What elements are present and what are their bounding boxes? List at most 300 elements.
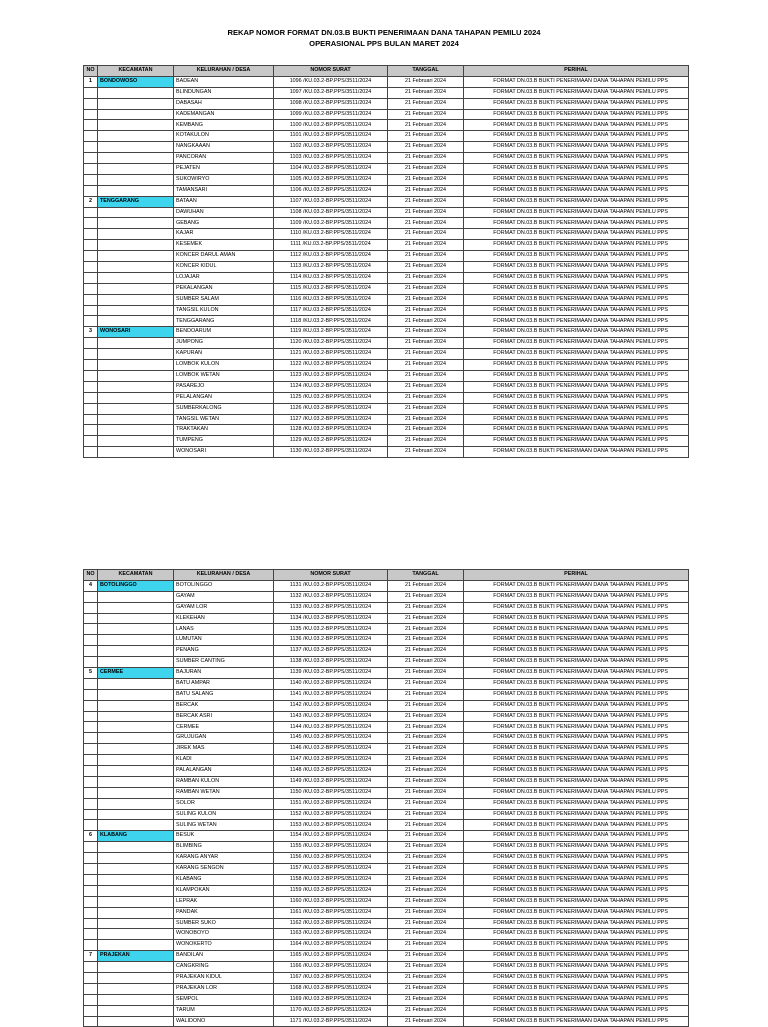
cell-no <box>84 591 98 602</box>
table-row <box>84 294 689 305</box>
cell-tanggal: 21 Februari 2024 <box>388 907 464 918</box>
cell-kel: DAWUHAN <box>174 207 274 218</box>
table-row <box>84 842 689 853</box>
cell-kec <box>98 207 174 218</box>
table-row <box>84 349 689 360</box>
cell-kec <box>98 262 174 273</box>
cell-tanggal: 21 Februari 2024 <box>388 109 464 120</box>
cell-tanggal: 21 Februari 2024 <box>388 403 464 414</box>
cell-nomor: 1098 /KU.03.2-BP.PPS/3511/2024 <box>274 98 388 109</box>
cell-perihal: FORMAT DN.03.B BUKTI PENERIMAAN DANA TAHAPAN PEMILU PPS <box>464 153 689 164</box>
cell-nomor: 1171 /KU.03.2-BP.PPS/3511/2024 <box>274 1016 388 1027</box>
cell-no <box>84 874 98 885</box>
cell-nomor: 1103 /KU.03.2-BP.PPS/3511/2024 <box>274 153 388 164</box>
table-row <box>84 1016 689 1027</box>
cell-nomor: 1134 /KU.03.2-BP.PPS/3511/2024 <box>274 613 388 624</box>
cell-perihal: FORMAT DN.03.B BUKTI PENERIMAAN DANA TAHAPAN PEMILU PPS <box>464 164 689 175</box>
cell-kel: KLAMPOKAN <box>174 885 274 896</box>
cell-kel: BENDOARUM <box>174 327 274 338</box>
cell-nomor: 1152 /KU.03.2-BP.PPS/3511/2024 <box>274 809 388 820</box>
cell-tanggal: 21 Februari 2024 <box>388 972 464 983</box>
cell-kel: BAJURAN <box>174 668 274 679</box>
cell-kec <box>98 962 174 973</box>
table-row <box>84 831 689 842</box>
cell-tanggal: 21 Februari 2024 <box>388 436 464 447</box>
table-row <box>84 262 689 273</box>
cell-perihal: FORMAT DN.03.B BUKTI PENERIMAAN DANA TAHAPAN PEMILU PPS <box>464 381 689 392</box>
cell-kec <box>98 338 174 349</box>
cell-kec <box>98 635 174 646</box>
cell-kel: KADEMANGAN <box>174 109 274 120</box>
cell-tanggal: 21 Februari 2024 <box>388 142 464 153</box>
table-row <box>84 885 689 896</box>
cell-perihal: FORMAT DN.03.B BUKTI PENERIMAAN DANA TAHAPAN PEMILU PPS <box>464 305 689 316</box>
cell-perihal: FORMAT DN.03.B BUKTI PENERIMAAN DANA TAHAPAN PEMILU PPS <box>464 744 689 755</box>
cell-no <box>84 733 98 744</box>
cell-kel: LUMUTAN <box>174 635 274 646</box>
table-row <box>84 305 689 316</box>
cell-no <box>84 142 98 153</box>
table-row <box>84 381 689 392</box>
cell-tanggal: 21 Februari 2024 <box>388 1016 464 1027</box>
cell-no: 7 <box>84 951 98 962</box>
cell-no <box>84 853 98 864</box>
cell-kec <box>98 940 174 951</box>
cell-nomor: 1136 /KU.03.2-BP.PPS/3511/2024 <box>274 635 388 646</box>
cell-kec <box>98 657 174 668</box>
cell-kel: CERMEE <box>174 722 274 733</box>
table-row <box>84 689 689 700</box>
cell-perihal: FORMAT DN.03.B BUKTI PENERIMAAN DANA TAHAPAN PEMILU PPS <box>464 240 689 251</box>
cell-no: 6 <box>84 831 98 842</box>
cell-perihal: FORMAT DN.03.B BUKTI PENERIMAAN DANA TAHAPAN PEMILU PPS <box>464 229 689 240</box>
cell-nomor: 1133 /KU.03.2-BP.PPS/3511/2024 <box>274 602 388 613</box>
cell-tanggal: 21 Februari 2024 <box>388 87 464 98</box>
cell-kel: BANDILAN <box>174 951 274 962</box>
cell-kec <box>98 853 174 864</box>
cell-nomor: 1105 /KU.03.2-BP.PPS/3511/2024 <box>274 174 388 185</box>
cell-kel: SUMBERKALONG <box>174 403 274 414</box>
cell-no <box>84 283 98 294</box>
cell-no <box>84 131 98 142</box>
cell-kel: LEPRAK <box>174 896 274 907</box>
cell-kec: PRAJEKAN <box>98 951 174 962</box>
cell-no <box>84 120 98 131</box>
cell-no <box>84 381 98 392</box>
cell-kec <box>98 907 174 918</box>
cell-no <box>84 962 98 973</box>
cell-perihal: FORMAT DN.03.B BUKTI PENERIMAAN DANA TAHAPAN PEMILU PPS <box>464 98 689 109</box>
cell-nomor: 1144 /KU.03.2-BP.PPS/3511/2024 <box>274 722 388 733</box>
cell-kel: SULING KULON <box>174 809 274 820</box>
table-row <box>84 766 689 777</box>
cell-no <box>84 809 98 820</box>
cell-kec <box>98 370 174 381</box>
cell-tanggal: 21 Februari 2024 <box>388 120 464 131</box>
column-header-tanggal: TANGGAL <box>388 570 464 581</box>
cell-tanggal: 21 Februari 2024 <box>388 338 464 349</box>
rekap-table-1 <box>83 65 689 458</box>
cell-kec <box>98 283 174 294</box>
cell-perihal: FORMAT DN.03.B BUKTI PENERIMAAN DANA TAHAPAN PEMILU PPS <box>464 646 689 657</box>
table-row <box>84 338 689 349</box>
cell-perihal: FORMAT DN.03.B BUKTI PENERIMAAN DANA TAHAPAN PEMILU PPS <box>464 414 689 425</box>
cell-nomor: 1128 /KU.03.2-BP.PPS/3511/2024 <box>274 425 388 436</box>
cell-tanggal: 21 Februari 2024 <box>388 842 464 853</box>
cell-kec <box>98 798 174 809</box>
cell-perihal: FORMAT DN.03.B BUKTI PENERIMAAN DANA TAHAPAN PEMILU PPS <box>464 447 689 458</box>
cell-tanggal: 21 Februari 2024 <box>388 425 464 436</box>
cell-kel: LANAS <box>174 624 274 635</box>
cell-kec <box>98 602 174 613</box>
cell-no <box>84 349 98 360</box>
cell-kel: KAJAR <box>174 229 274 240</box>
cell-nomor: 1131 /KU.03.2-BP.PPS/3511/2024 <box>274 580 388 591</box>
cell-perihal: FORMAT DN.03.B BUKTI PENERIMAAN DANA TAHAPAN PEMILU PPS <box>464 972 689 983</box>
cell-perihal: FORMAT DN.03.B BUKTI PENERIMAAN DANA TAHAPAN PEMILU PPS <box>464 678 689 689</box>
cell-kec <box>98 874 174 885</box>
cell-no <box>84 185 98 196</box>
cell-no <box>84 776 98 787</box>
cell-perihal: FORMAT DN.03.B BUKTI PENERIMAAN DANA TAHAPAN PEMILU PPS <box>464 174 689 185</box>
cell-nomor: 1140 /KU.03.2-BP.PPS/3511/2024 <box>274 678 388 689</box>
cell-tanggal: 21 Februari 2024 <box>388 776 464 787</box>
cell-kec <box>98 436 174 447</box>
cell-nomor: 1157 /KU.03.2-BP.PPS/3511/2024 <box>274 864 388 875</box>
cell-tanggal: 21 Februari 2024 <box>388 766 464 777</box>
table-row <box>84 929 689 940</box>
cell-perihal: FORMAT DN.03.B BUKTI PENERIMAAN DANA TAHAPAN PEMILU PPS <box>464 316 689 327</box>
cell-tanggal: 21 Februari 2024 <box>388 744 464 755</box>
table-row <box>84 755 689 766</box>
table-row <box>84 613 689 624</box>
cell-kec <box>98 447 174 458</box>
cell-kel: TRAKTAKAN <box>174 425 274 436</box>
cell-kec <box>98 87 174 98</box>
table-row <box>84 972 689 983</box>
cell-kec <box>98 229 174 240</box>
cell-nomor: 1122 /KU.03.2-BP.PPS/3511/2024 <box>274 360 388 371</box>
cell-kec: KLABANG <box>98 831 174 842</box>
cell-perihal: FORMAT DN.03.B BUKTI PENERIMAAN DANA TAHAPAN PEMILU PPS <box>464 864 689 875</box>
cell-kec <box>98 809 174 820</box>
cell-no <box>84 305 98 316</box>
cell-nomor: 1151 /KU.03.2-BP.PPS/3511/2024 <box>274 798 388 809</box>
cell-nomor: 1155 /KU.03.2-BP.PPS/3511/2024 <box>274 842 388 853</box>
column-header-kel: KELURAHAN / DESA <box>174 66 274 77</box>
cell-kel: LOMBOK WETAN <box>174 370 274 381</box>
cell-no <box>84 360 98 371</box>
column-header-no: NO <box>84 570 98 581</box>
cell-perihal: FORMAT DN.03.B BUKTI PENERIMAAN DANA TAHAPAN PEMILU PPS <box>464 87 689 98</box>
cell-kec <box>98 153 174 164</box>
table-row <box>84 657 689 668</box>
table-row <box>84 668 689 679</box>
cell-nomor: 1132 /KU.03.2-BP.PPS/3511/2024 <box>274 591 388 602</box>
column-header-nomor: NOMOR SURAT <box>274 66 388 77</box>
cell-kel: PALALANGAN <box>174 766 274 777</box>
cell-kel: GRUJUGAN <box>174 733 274 744</box>
cell-perihal: FORMAT DN.03.B BUKTI PENERIMAAN DANA TAHAPAN PEMILU PPS <box>464 700 689 711</box>
cell-kec: BONDOWOSO <box>98 76 174 87</box>
cell-no <box>84 602 98 613</box>
cell-no <box>84 240 98 251</box>
cell-tanggal: 21 Februari 2024 <box>388 414 464 425</box>
cell-nomor: 1167 /KU.03.2-BP.PPS/3511/2024 <box>274 972 388 983</box>
column-header-kec: KECAMATAN <box>98 66 174 77</box>
cell-no <box>84 1005 98 1016</box>
table-row <box>84 983 689 994</box>
cell-tanggal: 21 Februari 2024 <box>388 76 464 87</box>
cell-kel: BLIMBING <box>174 842 274 853</box>
cell-tanggal: 21 Februari 2024 <box>388 624 464 635</box>
cell-perihal: FORMAT DN.03.B BUKTI PENERIMAAN DANA TAHAPAN PEMILU PPS <box>464 635 689 646</box>
cell-no <box>84 251 98 262</box>
cell-nomor: 1118 /KU.03.2-BP.PPS/3511/2024 <box>274 316 388 327</box>
cell-kel: RAMBAN KULON <box>174 776 274 787</box>
cell-nomor: 1147 /KU.03.2-BP.PPS/3511/2024 <box>274 755 388 766</box>
cell-nomor: 1163 /KU.03.2-BP.PPS/3511/2024 <box>274 929 388 940</box>
cell-nomor: 1156 /KU.03.2-BP.PPS/3511/2024 <box>274 853 388 864</box>
cell-nomor: 1150 /KU.03.2-BP.PPS/3511/2024 <box>274 787 388 798</box>
table-row <box>84 272 689 283</box>
cell-kel: SULING WETAN <box>174 820 274 831</box>
column-header-perihal: PERIHAL <box>464 570 689 581</box>
table-row <box>84 809 689 820</box>
table-row <box>84 196 689 207</box>
cell-nomor: 1114 /KU.03.2-BP.PPS/3511/2024 <box>274 272 388 283</box>
cell-kec: CERMEE <box>98 668 174 679</box>
column-header-no: NO <box>84 66 98 77</box>
table-row <box>84 907 689 918</box>
cell-no <box>84 896 98 907</box>
cell-kec <box>98 929 174 940</box>
table-row <box>84 776 689 787</box>
cell-nomor: 1165 /KU.03.2-BP.PPS/3511/2024 <box>274 951 388 962</box>
cell-no <box>84 907 98 918</box>
cell-kel: GAYAM <box>174 591 274 602</box>
cell-perihal: FORMAT DN.03.B BUKTI PENERIMAAN DANA TAHAPAN PEMILU PPS <box>464 392 689 403</box>
cell-perihal: FORMAT DN.03.B BUKTI PENERIMAAN DANA TAHAPAN PEMILU PPS <box>464 613 689 624</box>
cell-perihal: FORMAT DN.03.B BUKTI PENERIMAAN DANA TAHAPAN PEMILU PPS <box>464 809 689 820</box>
cell-nomor: 1138 /KU.03.2-BP.PPS/3511/2024 <box>274 657 388 668</box>
cell-kel: PRAJEKAN LOR <box>174 983 274 994</box>
cell-tanggal: 21 Februari 2024 <box>388 787 464 798</box>
cell-nomor: 1161 /KU.03.2-BP.PPS/3511/2024 <box>274 907 388 918</box>
cell-kec <box>98 678 174 689</box>
cell-nomor: 1111 /KU.03.2-BP.PPS/3511/2024 <box>274 240 388 251</box>
table-row <box>84 853 689 864</box>
cell-kel: KOTAKULON <box>174 131 274 142</box>
cell-nomor: 1123 /KU.03.2-BP.PPS/3511/2024 <box>274 370 388 381</box>
cell-nomor: 1170 /KU.03.2-BP.PPS/3511/2024 <box>274 1005 388 1016</box>
cell-tanggal: 21 Februari 2024 <box>388 678 464 689</box>
cell-nomor: 1137 /KU.03.2-BP.PPS/3511/2024 <box>274 646 388 657</box>
cell-perihal: FORMAT DN.03.B BUKTI PENERIMAAN DANA TAHAPAN PEMILU PPS <box>464 591 689 602</box>
cell-kel: LOMBOK KULON <box>174 360 274 371</box>
cell-kec <box>98 1016 174 1027</box>
cell-tanggal: 21 Februari 2024 <box>388 580 464 591</box>
cell-nomor: 1130 /KU.03.2-BP.PPS/3511/2024 <box>274 447 388 458</box>
table-row <box>84 591 689 602</box>
cell-kec <box>98 918 174 929</box>
cell-perihal: FORMAT DN.03.B BUKTI PENERIMAAN DANA TAHAPAN PEMILU PPS <box>464 689 689 700</box>
cell-kec <box>98 218 174 229</box>
cell-no <box>84 646 98 657</box>
cell-kec <box>98 646 174 657</box>
cell-tanggal: 21 Februari 2024 <box>388 798 464 809</box>
cell-kec <box>98 983 174 994</box>
cell-kec <box>98 142 174 153</box>
table-row <box>84 624 689 635</box>
cell-tanggal: 21 Februari 2024 <box>388 733 464 744</box>
cell-kel: DABASAH <box>174 98 274 109</box>
cell-nomor: 1104 /KU.03.2-BP.PPS/3511/2024 <box>274 164 388 175</box>
cell-perihal: FORMAT DN.03.B BUKTI PENERIMAAN DANA TAHAPAN PEMILU PPS <box>464 185 689 196</box>
cell-kec <box>98 349 174 360</box>
table-row <box>84 678 689 689</box>
cell-no <box>84 414 98 425</box>
cell-tanggal: 21 Februari 2024 <box>388 153 464 164</box>
cell-kel: PASAREJO <box>174 381 274 392</box>
cell-kel: SUMBER CANTING <box>174 657 274 668</box>
cell-no <box>84 370 98 381</box>
cell-nomor: 1149 /KU.03.2-BP.PPS/3511/2024 <box>274 776 388 787</box>
cell-perihal: FORMAT DN.03.B BUKTI PENERIMAAN DANA TAHAPAN PEMILU PPS <box>464 272 689 283</box>
cell-tanggal: 21 Februari 2024 <box>388 820 464 831</box>
cell-kec <box>98 755 174 766</box>
cell-kec <box>98 164 174 175</box>
cell-perihal: FORMAT DN.03.B BUKTI PENERIMAAN DANA TAHAPAN PEMILU PPS <box>464 580 689 591</box>
cell-perihal: FORMAT DN.03.B BUKTI PENERIMAAN DANA TAHAPAN PEMILU PPS <box>464 907 689 918</box>
table-row <box>84 370 689 381</box>
cell-nomor: 1125 /KU.03.2-BP.PPS/3511/2024 <box>274 392 388 403</box>
cell-no <box>84 294 98 305</box>
cell-kec <box>98 864 174 875</box>
cell-perihal: FORMAT DN.03.B BUKTI PENERIMAAN DANA TAHAPAN PEMILU PPS <box>464 798 689 809</box>
cell-kel: PEKALANGAN <box>174 283 274 294</box>
cell-tanggal: 21 Februari 2024 <box>388 327 464 338</box>
cell-kec <box>98 98 174 109</box>
table-row <box>84 164 689 175</box>
cell-kel: WONOSARI <box>174 447 274 458</box>
cell-perihal: FORMAT DN.03.B BUKTI PENERIMAAN DANA TAHAPAN PEMILU PPS <box>464 831 689 842</box>
cell-nomor: 1100 /KU.03.2-BP.PPS/3511/2024 <box>274 120 388 131</box>
cell-perihal: FORMAT DN.03.B BUKTI PENERIMAAN DANA TAHAPAN PEMILU PPS <box>464 262 689 273</box>
cell-perihal: FORMAT DN.03.B BUKTI PENERIMAAN DANA TAHAPAN PEMILU PPS <box>464 294 689 305</box>
cell-nomor: 1121 /KU.03.2-BP.PPS/3511/2024 <box>274 349 388 360</box>
cell-tanggal: 21 Februari 2024 <box>388 635 464 646</box>
cell-no <box>84 624 98 635</box>
cell-tanggal: 21 Februari 2024 <box>388 722 464 733</box>
cell-no <box>84 436 98 447</box>
cell-no <box>84 994 98 1005</box>
cell-tanggal: 21 Februari 2024 <box>388 360 464 371</box>
cell-kel: WALIDONO <box>174 1016 274 1027</box>
cell-tanggal: 21 Februari 2024 <box>388 896 464 907</box>
table-row <box>84 602 689 613</box>
cell-perihal: FORMAT DN.03.B BUKTI PENERIMAAN DANA TAHAPAN PEMILU PPS <box>464 131 689 142</box>
cell-perihal: FORMAT DN.03.B BUKTI PENERIMAAN DANA TAHAPAN PEMILU PPS <box>464 842 689 853</box>
cell-no <box>84 87 98 98</box>
cell-kel: GEBANG <box>174 218 274 229</box>
cell-perihal: FORMAT DN.03.B BUKTI PENERIMAAN DANA TAHAPAN PEMILU PPS <box>464 755 689 766</box>
cell-no <box>84 338 98 349</box>
cell-tanggal: 21 Februari 2024 <box>388 962 464 973</box>
table-row <box>84 711 689 722</box>
rekap-table-2 <box>83 569 689 1027</box>
table-row <box>84 142 689 153</box>
cell-kel: PENANG <box>174 646 274 657</box>
column-header-kel: KELURAHAN / DESA <box>174 570 274 581</box>
cell-tanggal: 21 Februari 2024 <box>388 447 464 458</box>
cell-kel: PEJATEN <box>174 164 274 175</box>
cell-nomor: 1160 /KU.03.2-BP.PPS/3511/2024 <box>274 896 388 907</box>
cell-nomor: 1162 /KU.03.2-BP.PPS/3511/2024 <box>274 918 388 929</box>
cell-no <box>84 744 98 755</box>
cell-nomor: 1109 /KU.03.2-BP.PPS/3511/2024 <box>274 218 388 229</box>
cell-tanggal: 21 Februari 2024 <box>388 657 464 668</box>
table-row <box>84 185 689 196</box>
cell-kel: LOJAJAR <box>174 272 274 283</box>
cell-perihal: FORMAT DN.03.B BUKTI PENERIMAAN DANA TAHAPAN PEMILU PPS <box>464 918 689 929</box>
cell-kec <box>98 885 174 896</box>
table-row <box>84 951 689 962</box>
cell-perihal: FORMAT DN.03.B BUKTI PENERIMAAN DANA TAHAPAN PEMILU PPS <box>464 251 689 262</box>
cell-no <box>84 316 98 327</box>
cell-no: 5 <box>84 668 98 679</box>
cell-no <box>84 1016 98 1027</box>
cell-kel: WONOKERTO <box>174 940 274 951</box>
cell-no <box>84 447 98 458</box>
cell-nomor: 1154 /KU.03.2-BP.PPS/3511/2024 <box>274 831 388 842</box>
cell-tanggal: 21 Februari 2024 <box>388 272 464 283</box>
cell-kec <box>98 624 174 635</box>
cell-kel: KEMBANG <box>174 120 274 131</box>
cell-kel: CANGKRING <box>174 962 274 973</box>
cell-tanggal: 21 Februari 2024 <box>388 370 464 381</box>
cell-perihal: FORMAT DN.03.B BUKTI PENERIMAAN DANA TAHAPAN PEMILU PPS <box>464 766 689 777</box>
table-row <box>84 864 689 875</box>
cell-kec <box>98 1005 174 1016</box>
cell-no <box>84 657 98 668</box>
cell-no: 2 <box>84 196 98 207</box>
cell-kel: RAMBAN WETAN <box>174 787 274 798</box>
cell-perihal: FORMAT DN.03.B BUKTI PENERIMAAN DANA TAHAPAN PEMILU PPS <box>464 425 689 436</box>
cell-perihal: FORMAT DN.03.B BUKTI PENERIMAAN DANA TAHAPAN PEMILU PPS <box>464 338 689 349</box>
cell-nomor: 1129 /KU.03.2-BP.PPS/3511/2024 <box>274 436 388 447</box>
cell-tanggal: 21 Februari 2024 <box>388 240 464 251</box>
cell-kel: BERCAK <box>174 700 274 711</box>
cell-tanggal: 21 Februari 2024 <box>388 349 464 360</box>
cell-no <box>84 392 98 403</box>
table-row <box>84 940 689 951</box>
cell-perihal: FORMAT DN.03.B BUKTI PENERIMAAN DANA TAHAPAN PEMILU PPS <box>464 962 689 973</box>
cell-perihal: FORMAT DN.03.B BUKTI PENERIMAAN DANA TAHAPAN PEMILU PPS <box>464 370 689 381</box>
cell-kel: BADEAN <box>174 76 274 87</box>
cell-kel: KARANG ANYAR <box>174 853 274 864</box>
cell-nomor: 1101 /KU.03.2-BP.PPS/3511/2024 <box>274 131 388 142</box>
cell-tanggal: 21 Februari 2024 <box>388 305 464 316</box>
table-row <box>84 240 689 251</box>
table-row <box>84 87 689 98</box>
cell-nomor: 1110 /KU.03.2-BP.PPS/3511/2024 <box>274 229 388 240</box>
cell-kec <box>98 316 174 327</box>
cell-kel: SUMBER SUKO <box>174 918 274 929</box>
cell-kec <box>98 120 174 131</box>
table-row <box>84 798 689 809</box>
cell-tanggal: 21 Februari 2024 <box>388 229 464 240</box>
